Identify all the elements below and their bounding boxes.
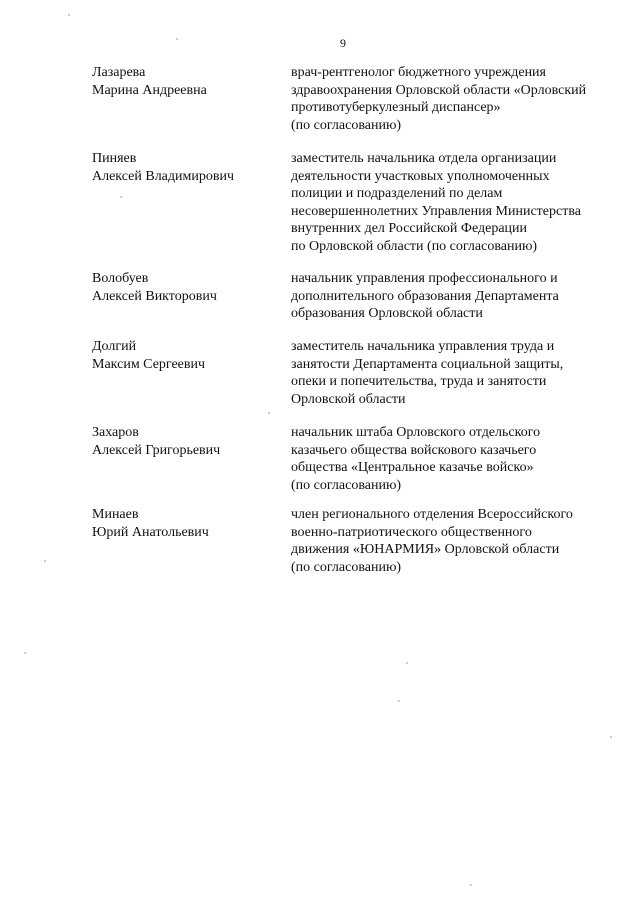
position-line: начальник управления профессионального и (291, 271, 558, 286)
position-line: дополнительного образования Департамента (291, 288, 559, 304)
scan-speck (68, 14, 70, 16)
position-line: начальник штаба Орловского отдельского (291, 425, 541, 440)
member-surname: Захаров (92, 425, 139, 440)
scan-speck (44, 560, 46, 562)
scan-speck (268, 412, 270, 414)
position-line: опеки и попечительства, труда и занятости (291, 374, 547, 389)
position-line: занятости Департамента социальной защиты, (291, 356, 564, 372)
member-given-names: Алексей Владимирович (92, 168, 235, 184)
scan-speck (610, 736, 612, 738)
position-line: военно-патриотического общественного (291, 524, 532, 540)
member-name (92, 506, 282, 541)
position-line: деятельности участковых уполномоченных (291, 168, 550, 184)
scan-speck (176, 38, 178, 40)
position-line: Орловской области (291, 391, 406, 407)
position-line: (по согласованию) (291, 117, 402, 133)
member-surname: Пиняев (92, 151, 137, 166)
member-surname: Лазарева (92, 65, 146, 80)
position-line: полиции и подразделений по делам (291, 186, 503, 201)
position-line: (по согласованию) (291, 477, 402, 493)
member-surname: Минаев (92, 507, 139, 522)
member-given-names: Алексей Григорьевич (92, 442, 221, 458)
member-name (92, 270, 282, 305)
member-name (92, 64, 282, 99)
position-line: (по согласованию) (291, 559, 402, 575)
member-surname: Волобуев (92, 271, 149, 286)
position-line: образования Орловской области (291, 306, 483, 321)
member-position (291, 150, 611, 255)
page-number: 9 (340, 36, 346, 50)
member-given-names: Юрий Анатольевич (92, 524, 209, 540)
scan-speck (24, 652, 26, 654)
member-position (291, 270, 611, 323)
position-line: несовершеннолетних Управления Министерства (291, 203, 581, 219)
position-line: заместитель начальника отдела организации (291, 151, 557, 166)
position-line: противотуберкулезный диспансер» (291, 100, 501, 115)
position-line: заместитель начальника управления труда и (291, 339, 555, 354)
member-given-names: Алексей Викторович (92, 288, 217, 304)
member-surname: Долгий (92, 339, 137, 354)
member-name (92, 150, 282, 185)
position-line: общества «Центральное казачье войско» (291, 460, 534, 475)
member-name (92, 424, 282, 459)
member-position (291, 424, 611, 494)
position-line: движения «ЮНАРМИЯ» Орловской области (291, 542, 560, 557)
scan-speck (120, 196, 122, 198)
member-position (291, 506, 611, 576)
member-given-names: Максим Сергеевич (92, 356, 206, 372)
scan-speck (470, 884, 472, 886)
position-line: внутренних дел Российской Федерации (291, 221, 528, 236)
member-position (291, 64, 611, 134)
position-line: по Орловской области (по согласованию) (291, 238, 538, 254)
scan-speck (398, 700, 400, 702)
position-line: врач-рентгенолог бюджетного учреждения (291, 65, 546, 80)
position-line: казачьего общества войскового казачьего (291, 442, 537, 458)
scan-speck (406, 662, 408, 664)
member-given-names: Марина Андреевна (92, 82, 207, 98)
member-position (291, 338, 611, 408)
member-name (92, 338, 282, 373)
position-line: член регионального отделения Всероссийского (291, 507, 573, 522)
position-line: здравоохранения Орловской области «Орловский (291, 82, 587, 98)
